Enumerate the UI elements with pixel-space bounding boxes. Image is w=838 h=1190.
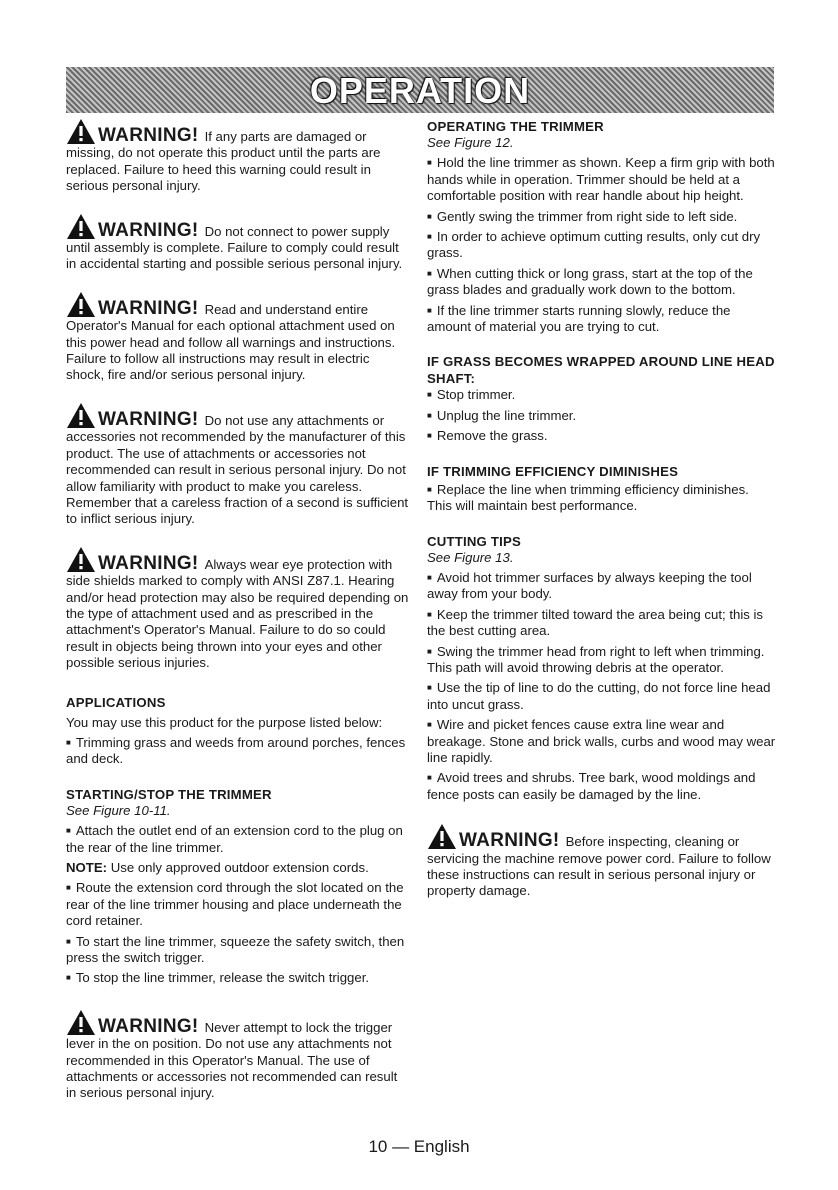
figure-reference: See Figure 10-11. (66, 802, 171, 818)
figure-reference: See Figure 12. (427, 135, 514, 150)
applications-intro: You may use this product for the purpose listed below: (66, 714, 383, 730)
list-item: ■ Wire and picket fences cause extra line wear and breakage. Stone and brick walls, curbs and wood may wear line rapidly. (427, 717, 777, 766)
warning-triangle-icon (66, 213, 96, 240)
wrapped-heading: IF GRASS BECOMES WRAPPED AROUND LINE HEAD SHAFT: (427, 354, 775, 387)
list-item: ■ Use the tip of line to do the cutting, do not force line head into uncut grass. (427, 680, 777, 713)
list-item: ■ Avoid trees and shrubs. Tree bark, wood moldings and fence posts can easily be damaged by the line. (427, 770, 777, 803)
list-item: ■ To start the line trimmer, squeeze the safety switch, then press the switch trigger. (66, 934, 411, 967)
right-column (427, 118, 777, 918)
list-item: ■ Keep the trimmer tilted toward the area being cut; this is the best cutting area. (427, 607, 777, 640)
page-title: OPERATION (309, 70, 531, 111)
warning-block (66, 402, 411, 528)
warning-text: If any parts are damaged or missing, do not operate this product until the parts are replaced. Failure to heed this warning could result in serious personal injury. (66, 129, 381, 194)
warning-text: Read and understand entire Operator's Manual for each optional attachment used on this power head and follow all warnings and instructions. Failure to follow all instructions may result in electric shock, fire and/or serious personal injury. (66, 301, 396, 383)
operating-heading: OPERATING THE TRIMMER (427, 119, 604, 134)
warning-block (66, 213, 411, 273)
note (66, 860, 411, 876)
list-item: ■ Trimming grass and weeds from around porches, fences and deck. (66, 735, 411, 768)
list-item: ■ Remove the grass. (427, 428, 777, 444)
warning-triangle-icon (66, 118, 96, 145)
list-item: ■ Unplug the line trimmer. (427, 408, 777, 424)
left-column (66, 118, 411, 1120)
warning-label: WARNING! (98, 219, 199, 241)
section-banner (66, 67, 774, 113)
warning-text: Do not use any attachments or accessories not recommended by the manufacturer of this product. The use of attachments or accessories not recommended can result in serious personal injury. Do not allow familiarity with product to make you careless. Remember that a careless fraction of a second is sufficient to inflict serious injury. (66, 412, 409, 527)
list-item: ■ Replace the line when trimming efficiency diminishes. This will maintain best performance. (427, 482, 777, 515)
warning-label: WARNING! (459, 830, 560, 852)
warning-triangle-icon (66, 1009, 96, 1036)
list-item: ■ Attach the outlet end of an extension cord to the plug on the rear of the line trimmer. (66, 823, 411, 856)
warning-text: Always wear eye protection with side shields marked to comply with ANSI Z87.1. Hearing and/or head protection may also be required depending on the type of attachment used and as prescribed in the attachment's Operator's Manual. Failure to do so could result in objects being thrown into your eyes and other possible serious injuries. (66, 556, 409, 671)
warning-label: WARNING! (98, 1015, 199, 1037)
warning-triangle-icon (427, 823, 457, 850)
warning-triangle-icon (66, 291, 96, 318)
list-item: ■ Swing the trimmer head from right to left when trimming. This path will avoid throwing debris at the operator. (427, 644, 777, 677)
warning-block (66, 1009, 411, 1102)
starting-heading: STARTING/STOP THE TRIMMER (66, 786, 272, 802)
warning-text: Before inspecting, cleaning or servicing the machine remove power cord. Failure to follow these instructions can result in serious personal injury or property damage. (427, 834, 771, 899)
page-footer: 10 — English (368, 1137, 470, 1156)
list-item: ■ Route the extension cord through the slot located on the rear of the line trimmer housing and place underneath the cord retainer. (66, 880, 411, 929)
warning-block (66, 118, 411, 195)
efficiency-heading: IF TRIMMING EFFICIENCY DIMINISHES (427, 463, 679, 479)
list-item: ■ When cutting thick or long grass, start at the top of the grass blades and gradually work down to the bottom. (427, 266, 777, 299)
list-item: ■ Gently swing the trimmer from right side to left side. (427, 209, 777, 225)
list-item: ■ Stop trimmer. (427, 387, 777, 403)
list-item: ■ If the line trimmer starts running slowly, reduce the amount of material you are trying to cut. (427, 303, 777, 336)
warning-label: WARNING! (98, 297, 199, 319)
list-item: ■ Avoid hot trimmer surfaces by always keeping the tool away from your body. (427, 570, 777, 603)
warning-label: WARNING! (98, 408, 199, 430)
list-item: ■ Hold the line trimmer as shown. Keep a firm grip with both hands while in operation. Trimmer should be held at a comfortable position with rear handle about hip height. (427, 155, 777, 204)
warning-text: Do not connect to power supply until assembly is complete. Failure to comply could result in accidental starting and possible serious personal injury. (66, 223, 403, 272)
list-item: ■ To stop the line trimmer, release the switch trigger. (66, 970, 411, 986)
note-text: Use only approved outdoor extension cords. (110, 860, 369, 875)
warning-block (66, 291, 411, 384)
cutting-heading: CUTTING TIPS (427, 533, 521, 549)
applications-heading: APPLICATIONS (66, 694, 166, 710)
warning-triangle-icon (66, 402, 96, 429)
list-item: ■ In order to achieve optimum cutting results, only cut dry grass. (427, 229, 777, 262)
warning-block (427, 823, 777, 900)
warning-label: WARNING! (98, 125, 199, 146)
note-label: NOTE: (66, 860, 108, 875)
warning-block (66, 546, 411, 672)
warning-triangle-icon (66, 546, 96, 573)
figure-reference: See Figure 13. (427, 549, 514, 565)
warning-label: WARNING! (98, 552, 199, 574)
warning-text: Never attempt to lock the trigger lever in the on position. Do not use any attachments not recommended in this Operator's Manual. The use of attachments or accessories not recommended can result in serious personal injury. (66, 1019, 398, 1101)
